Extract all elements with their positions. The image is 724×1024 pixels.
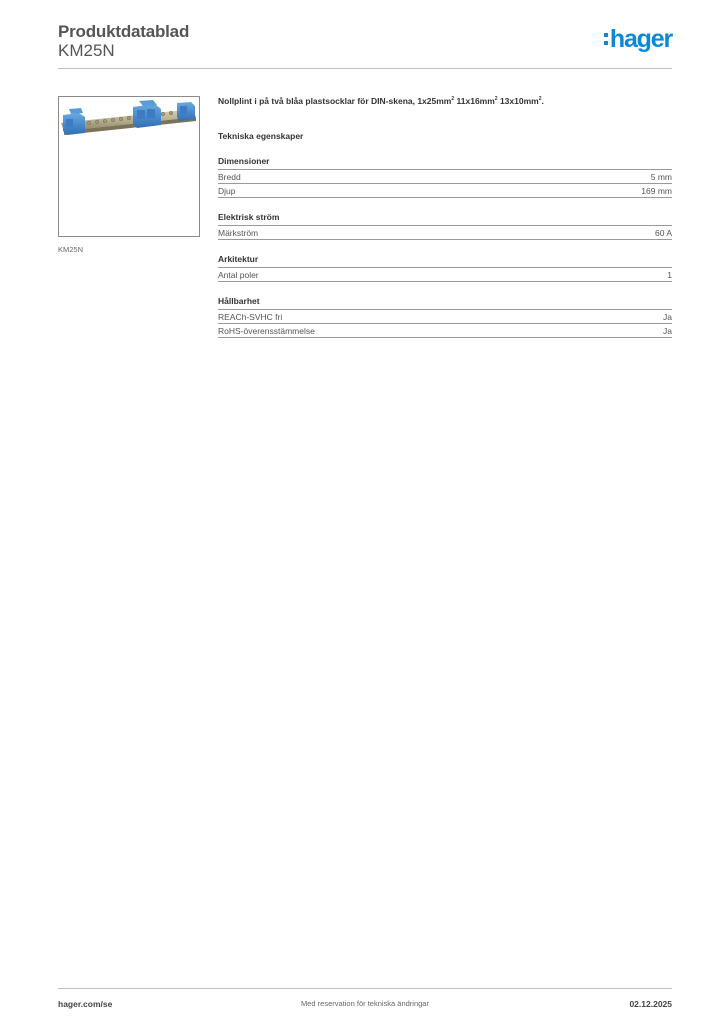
spec-label: Bredd [218,172,241,182]
spec-value: 5 mm [650,172,672,182]
neutral-terminal-block-picture [59,97,199,236]
spec-label: Djup [218,186,236,196]
spec-value: 1 [667,270,672,280]
spec-group-sustainability [218,296,672,338]
spec-label: Antal poler [218,270,259,280]
logo-wordmark: hager [609,25,672,53]
spec-row [218,268,672,282]
spec-row [218,226,672,240]
spec-value: 60 A [654,228,672,238]
spec-row [218,310,672,324]
spec-label: Märkström [218,228,259,238]
spec-group-architecture [218,254,672,282]
product-description: Nollplint i på två blåa plastsocklar för DIN-skena, $1x25mm^2$ $11x16mm^2$ $13x10mm^2$. [218,96,544,106]
page-footer [58,988,672,1013]
spec-group-title: Arkitektur [218,254,672,268]
page-header [58,20,672,69]
footer-disclaimer: Med reservation för tekniska ändringar [301,999,429,1008]
spec-label: RoHS-överensstämmelse [218,326,315,336]
spec-label: REACh-SVHC fri [218,312,283,322]
specs-heading: Tekniska egenskaper [218,131,304,141]
footer-website: hager.com/se [58,999,113,1009]
spec-value: 169 mm [641,186,672,196]
logo-colon-icon [604,24,608,54]
spec-row [218,170,672,184]
spec-group-title: Hållbarhet [218,296,672,310]
spec-value: Ja [663,312,672,322]
footer-date: 02.12.2025 [629,999,672,1009]
document-title: Produktdatablad [58,22,190,41]
spec-group-dimensions [218,156,672,198]
spec-value: Ja [663,326,672,336]
spec-group-title: Dimensioner [218,156,672,170]
product-image [58,96,200,237]
product-code: KM25N [58,41,115,60]
spec-row [218,324,672,338]
hager-logo [604,24,672,54]
product-details [218,94,672,338]
spec-group-title: Elektrisk ström [218,212,672,226]
spec-group-electric-current [218,212,672,240]
image-caption: KM25N [58,245,84,254]
spec-row [218,184,672,198]
